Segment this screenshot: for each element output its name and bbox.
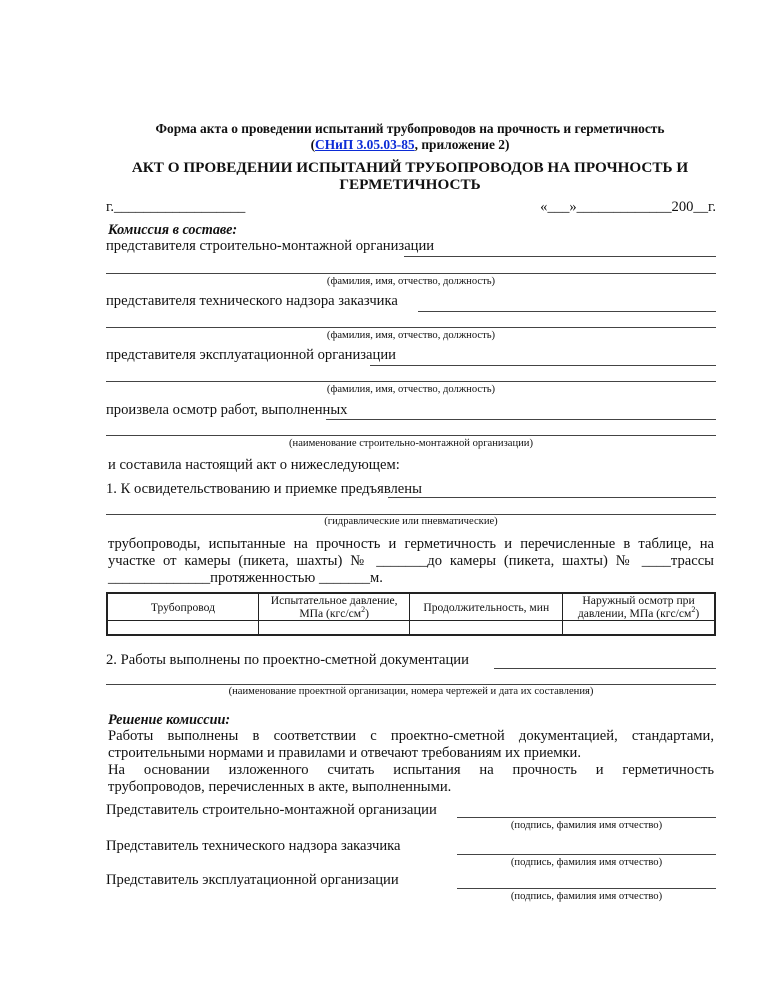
member-1-label: представителя строительно-монтажной организации xyxy=(106,238,435,254)
signature-1-caption: (подпись, фамилия имя отчество) xyxy=(510,820,663,831)
item1-caption: (гидравлические или пневматические) xyxy=(324,516,498,527)
form-title-text: Форма акта о проведении испытаний трубопроводов на прочность и герметичность xyxy=(155,121,665,136)
col-header-test-pressure: Испытательное давление, МПа $(кгс/см^2)$ xyxy=(258,593,410,621)
signature-1-label: Представитель строительно-монтажной организации xyxy=(106,802,437,818)
signature-3-label: Представитель эксплуатационной организации xyxy=(106,872,399,888)
decision-p2-line1: На основании изложенного считать испытания на прочность и герметичность xyxy=(108,762,714,778)
member-1-name-line[interactable] xyxy=(106,273,716,274)
item1-text-line2: участке от камеры (пикета, шахты) № _______до камеры (пикета, шахты) № ____трассы xyxy=(108,553,714,569)
signature-2-line[interactable] xyxy=(457,854,716,855)
inspection-caption: (наименование строительно-монтажной организации) xyxy=(289,438,533,449)
member-2-line[interactable] xyxy=(418,311,716,312)
table-cell[interactable] xyxy=(563,621,715,636)
signature-2-caption: (подпись, фамилия имя отчество) xyxy=(510,857,663,868)
table-cell[interactable] xyxy=(258,621,410,636)
ref-open: ( xyxy=(310,137,316,152)
table-header-row xyxy=(107,593,715,621)
snip-reference-link[interactable]: СНиП 3.05.03-85 xyxy=(315,137,415,152)
item2-org-line[interactable] xyxy=(106,684,716,685)
member-3-name-line[interactable] xyxy=(106,381,716,382)
item1-type-line[interactable] xyxy=(106,514,716,515)
signature-2-label: Представитель технического надзора заказчика xyxy=(106,838,401,854)
item2-label: 2. Работы выполнены по проектно-сметной документации xyxy=(106,652,469,668)
inspection-line[interactable] xyxy=(326,419,716,420)
signature-3-line[interactable] xyxy=(457,888,716,889)
item1-text-line1: трубопроводы, испытанные на прочность и герметичность и перечисленные в таблице, на xyxy=(108,536,714,552)
col-header-pipeline: Трубопровод xyxy=(107,593,258,621)
col-header-visual-inspection: Наружный осмотр при давлении, МПа $(кгс/см^2)$ xyxy=(563,593,715,621)
city-field[interactable]: г.__________________ xyxy=(106,199,246,215)
decision-p1-line1: Работы выполнены в соответствии с проектно-сметной документацией, стандартами, xyxy=(108,728,714,744)
item2-line[interactable] xyxy=(494,668,716,669)
member-2-caption: (фамилия, имя, отчество, должность) xyxy=(326,330,496,341)
member-2-name-line[interactable] xyxy=(106,327,716,328)
table-row xyxy=(107,621,715,636)
item1-label: 1. К освидетельствованию и приемке предъявлены xyxy=(106,481,422,497)
commission-heading: Комиссия в составе: xyxy=(108,222,238,238)
member-2-label: представителя технического надзора заказчика xyxy=(106,293,398,309)
inspection-label: произвела осмотр работ, выполненных xyxy=(106,402,348,418)
member-3-caption: (фамилия, имя, отчество, должность) xyxy=(326,384,496,395)
table-cell[interactable] xyxy=(410,621,563,636)
member-1-line[interactable] xyxy=(404,256,716,257)
ref-rest: , приложение 2) xyxy=(414,137,510,152)
item2-caption: (наименование проектной организации, номера чертежей и дата их составления) xyxy=(228,686,594,697)
decision-heading: Решение комиссии: xyxy=(108,712,231,728)
signature-3-caption: (подпись, фамилия имя отчество) xyxy=(510,891,663,902)
pipeline-table xyxy=(106,592,716,636)
inspection-org-line[interactable] xyxy=(106,435,716,436)
form-title xyxy=(100,121,720,153)
item1-text-line3: ______________протяженностью _______м. xyxy=(108,570,383,586)
decision-p1-line2: строительными нормами и правилами и отвечают требованиям их приемки. xyxy=(108,745,582,761)
reference-line xyxy=(100,137,720,153)
act-intro: и составила настоящий акт о нижеследующем: xyxy=(108,457,400,473)
col-header-duration: Продолжительность, мин xyxy=(410,593,563,621)
table-cell[interactable] xyxy=(107,621,258,636)
member-3-line[interactable] xyxy=(370,365,716,366)
decision-p2-line2: трубопроводов, перечисленных в акте, выполненными. xyxy=(108,779,452,795)
signature-1-line[interactable] xyxy=(457,817,716,818)
member-3-label: представителя эксплуатационной организации xyxy=(106,347,396,363)
act-title: АКТ О ПРОВЕДЕНИИ ИСПЫТАНИЙ ТРУБОПРОВОДОВ НА ПРОЧНОСТЬ И ГЕРМЕТИЧНОСТЬ xyxy=(131,159,689,193)
date-field[interactable]: «___»_____________200__г. xyxy=(540,199,716,215)
member-1-caption: (фамилия, имя, отчество, должность) xyxy=(326,276,496,287)
item1-line[interactable] xyxy=(388,497,716,498)
